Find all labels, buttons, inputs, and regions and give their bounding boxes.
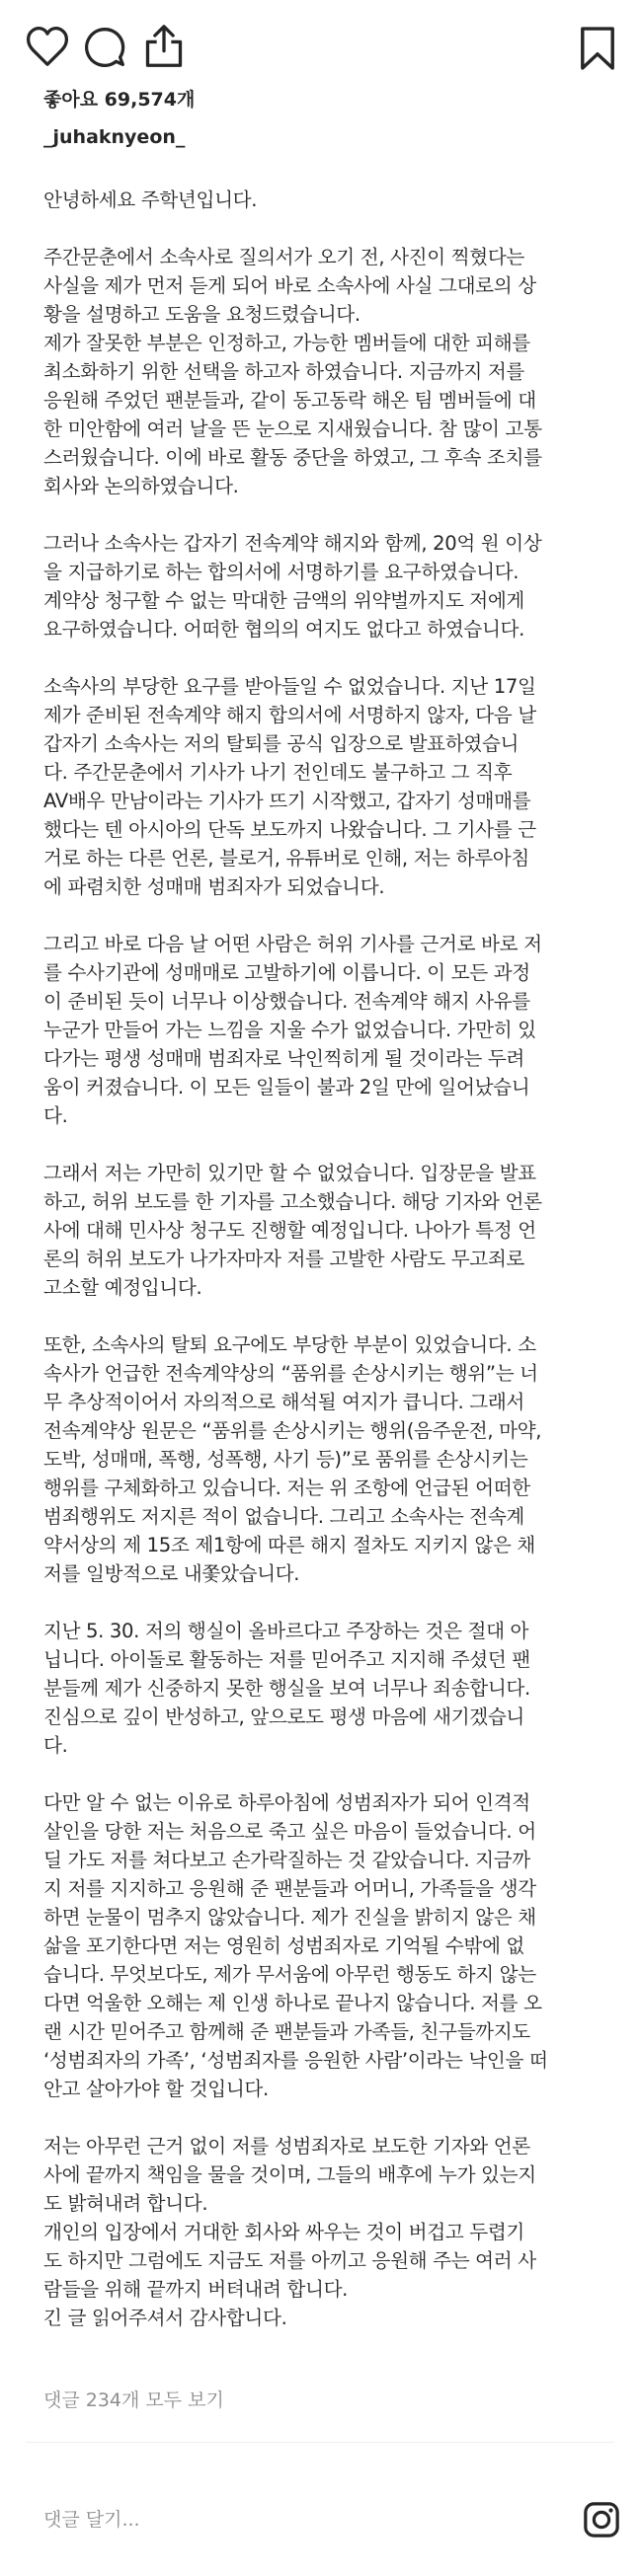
caption-paragraph: 그래서 저는 가만히 있기만 할 수 없었습니다. 입장문을 발표 하고, 허위 보도를 한 기자를 고소했습니다. 해당 기자와 언론 사에 대해 민사상 청구도 진행할 예정입니다. 나아가 특정 언 론의 허위 보도가 나가자마자 저를 고발한 사람도 무고죄로 고소할 예정입니다. xyxy=(43,1162,542,1299)
caption-paragraph: 안녕하세요 주학년입니다. xyxy=(43,189,258,211)
comment-bubble-icon[interactable] xyxy=(83,26,126,73)
caption-paragraph: 저는 아무런 근거 없이 저를 성범죄자로 보도한 기자와 언론 사에 끝까지 책임을 물을 것이며, 그들의 배후에 누가 있는지 도 밝혀내려 합니다. 개인의 입장에서 거대한 회사와 싸우는 것이 버겁고 두렵기 도 하지만 그럼에도 지금도 저를 아끼고 응원해 주는 여러 사 람들을 위해 끝까지 버텨내려 합니다. 긴 글 읽어주셔서 감사합니다. xyxy=(43,2135,536,2329)
bookmark-icon[interactable] xyxy=(579,26,616,75)
caption-paragraph: 소속사의 부당한 요구를 받아들일 수 없었습니다. 지난 17일 제가 준비된 전속계약 해지 합의서에 서명하지 않자, 다음 날 갑자기 소속사는 저의 탈퇴를 공식 입장으로 발표하였습니 다. 주간문춘에서 기사가 나기 전인데도 불구하고 그 직후 AV배우 만남이라는 기사가 뜨기 시작했고, 갑자기 성매매를 했다는 텐 아시아의 단독 보도까지 나왔습니다. 그 기사를 근 거로 하는 다른 언론, 블로거, 유튜버로 인해, 저는 하루아침 에 파렴치한 성매매 범죄자가 되었습니다. xyxy=(43,675,536,898)
comment-input[interactable] xyxy=(43,2509,537,2531)
comment-divider xyxy=(26,2442,614,2443)
caption-paragraph: 다만 알 수 없는 이유로 하루아침에 성범죄자가 되어 인격적 살인을 당한 저는 처음으로 죽고 싶은 마음이 들었습니다. 어 딜 가도 저를 쳐다보고 손가락질하는 것 같았습니다. 지금까 지 저를 지지하고 응원해 준 팬분들과 어머니, 가족들을 생각 하면 눈물이 멈추지 않았습니다. 제가 진실을 밝히지 않은 채 삶을 포기한다면 저는 영원히 성범죄자로 기억될 수밖에 없 습니다. 무엇보다도, 제가 무서움에 아무런 행동도 하지 않는 다면 억울한 오해는 제 인생 하나로 끝나지 않습니다. 저를 오 랜 시간 믿어주고 함께해 준 팬분들과 가족들, 친구들까지도 ‘성범죄자의 가족’, ‘성범죄자를 응원한 사람’이라는 낙인을 떠 안고 살아가야 할 것입니다. xyxy=(43,1791,548,2100)
caption-paragraph: 지난 5. 30. 저의 행실이 올바르다고 주장하는 것은 절대 아 닙니다. 아이돌로 활동하는 저를 믿어주고 지지해 주셨던 팬 분들께 제가 신중하지 못한 행실을 보여 너무나 죄송합니다. 진심으로 깊이 반성하고, 앞으로도 평생 마음에 새기겠습니 다. xyxy=(43,1620,530,1757)
caption-paragraph: 주간문춘에서 소속사로 질의서가 오기 전, 사진이 찍혔다는 사실을 제가 먼저 듣게 되어 바로 소속사에 사실 그대로의 상 황을 설명하고 도움을 요청드렸습니다. 제가 잘못한 부분은 인정하고, 가능한 멤버들에 대한 피해를 최소화하기 위한 선택을 하고자 하였습니다. 지금까지 저를 응원해 주었던 팬분들과, 같이 동고동락 해온 팀 멤버들에 대 한 미안함에 여러 날을 뜬 눈으로 지새웠습니다. 참 많이 고통 스러웠습니다. 이에 바로 활동 중단을 하였고, 그 후속 조치를 회사와 논의하였습니다. xyxy=(43,246,542,497)
instagram-icon[interactable] xyxy=(583,2501,620,2542)
caption-paragraph: 그러나 소속사는 갑자기 전속계약 해지와 함께, 20억 원 이상 을 지급하기로 하는 합의서에 서명하기를 요구하였습니다. 계약상 청구할 수 없는 막대한 금액의 위약벌까지도 저에게 요구하였습니다. 어떠한 협의의 여지도 없다고 하였습니다. xyxy=(43,532,542,641)
caption-paragraph: 또한, 소속사의 탈퇴 요구에도 부당한 부분이 있었습니다. 소 속사가 언급한 전속계약상의 “품위를 손상시키는 행위”는 너 무 추상적이어서 자의적으로 해석될 여지가 큽니다. 그래서 전속계약상 원문은 “품위를 손상시키는 행위(음주운전, 마약, 도박, 성매매, 폭행, 성폭행, 사기 등)”로 품위를 손상시키는 행위를 구체화하고 있습니다. 저는 위 조항에 언급된 어떠한 범죄행위도 저지른 적이 없습니다. 그리고 소속사는 전속계 약서상의 제 15조 제1항에 따른 해지 절차도 지키지 않은 채 저를 일방적으로 내쫓았습니다. xyxy=(43,1333,542,1585)
likes-count[interactable]: 좋아요 69,574개 xyxy=(43,89,196,111)
view-all-comments-link[interactable]: 댓글 234개 모두 보기 xyxy=(43,2389,224,2411)
post-action-bar xyxy=(26,26,616,75)
post-caption xyxy=(43,186,610,2332)
caption-paragraph: 그리고 바로 다음 날 어떤 사람은 허위 기사를 근거로 바로 저 를 수사기관에 성매매로 고발하기에 이릅니다. 이 모든 과정 이 준비된 듯이 너무나 이상했습니다. 전속계약 해지 사유를 누군가 만들어 가는 느낌을 지울 수가 없었습니다. 가만히 있 다가는 평생 성매매 범죄자로 낙인찍히게 될 것이라는 두려 움이 커졌습니다. 이 모든 일들이 불과 2일 만에 일어났습니 다. xyxy=(43,933,542,1127)
share-icon[interactable] xyxy=(142,24,186,73)
heart-icon[interactable] xyxy=(26,26,69,71)
post-author-username[interactable]: _juhaknyeon_ xyxy=(43,126,186,148)
